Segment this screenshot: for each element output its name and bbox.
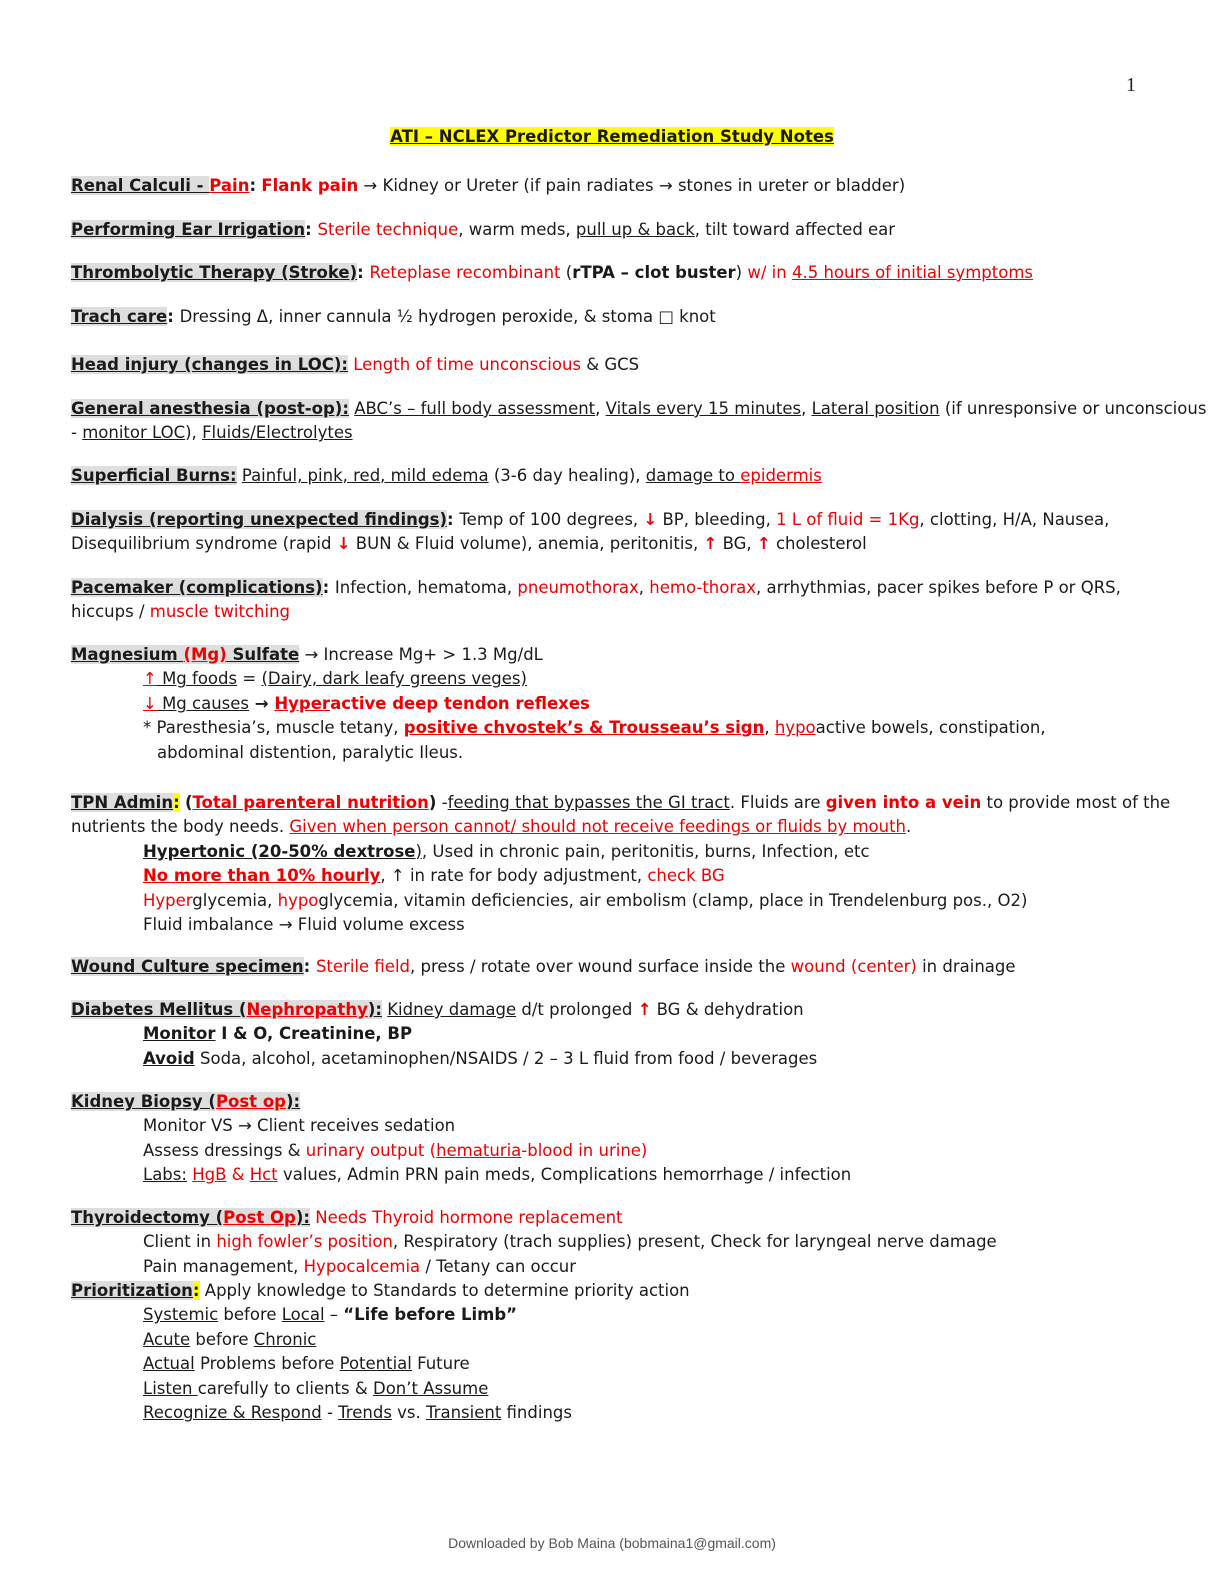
note-pacemaker: Pacemaker (complications): Infection, hematoma, pneumothorax, hemo-thorax, arrhythmias, pacer spikes before P or QRS, hiccups / muscle twitching (71, 578, 1121, 622)
note-wound-culture: Wound Culture specimen: Sterile field, press / rotate over wound surface inside the wound (center) in drainage (71, 957, 1016, 976)
page-number: 1 (1126, 74, 1136, 96)
note-renal-calculi: Renal Calculi - Pain: Flank pain → Kidney or Ureter (if pain radiates → stones in ureter or bladder) (71, 176, 906, 195)
note-superficial-burns: Superficial Burns: Painful, pink, red, mild edema (3-6 day healing), damage to epidermis (71, 466, 822, 485)
note-dialysis: Dialysis (reporting unexpected findings): Temp of 100 degrees, ↓ BP, bleeding, 1 L of fluid = 1Kg, clotting, H/A, Nausea, Disequilibrium syndrome (rapid ↓ BUN & Fluid volume), anemia, peritonitis, ↑ BG, ↑ cholesterol (71, 510, 1110, 554)
note-tpn-admin: TPN Admin: (Total parenteral nutrition) -feeding that bypasses the GI tract. Fluids are given into a vein to provide most of the nutrients the body needs. Given when person cannot/ should not receive feedings or fluids by mouth. Hypertonic (20-50% dextrose), Used in chronic pain, peritonitis, burns, Infection, etc No more than 10% hourly, ↑ in rate for body adjustment, check BG Hyperglycemia, hypoglycemia, vitamin deficiencies, air embolism (clamp, place in Trendelenburg pos., O2) Fluid imbalance → Fluid volume excess (71, 793, 1171, 935)
note-thyroidectomy: Thyroidectomy (Post Op): Needs Thyroid hormone replacement Client in high fowler’s position, Respiratory (trach supplies) present, Check for laryngeal nerve damage Pain management, Hypocalcemia / Tetany can occur (71, 1208, 997, 1276)
note-head-injury: Head injury (changes in LOC): Length of time unconscious & GCS (71, 355, 640, 374)
document-title: ATI – NCLEX Predictor Remediation Study Notes (390, 127, 834, 146)
note-magnesium-sulfate: Magnesium (Mg) Sulfate → Increase Mg+ > 1.3 Mg/dL ↑ Mg foods = (Dairy, dark leafy greens veges) ↓ Mg causes → Hyperactive deep tendon reflexes * Paresthesia’s, muscle tetany, positive chvostek’s & Trousseau’s sign, hypoactive bowels, constipation, abdominal distention, paralytic Ileus. (71, 645, 1046, 762)
note-general-anesthesia: General anesthesia (post-op): ABC’s – full body assessment, Vitals every 15 minutes, Lateral position (if unresponsive or unconscious - monitor LOC), Fluids/Electrolytes (71, 399, 1207, 443)
note-prioritization: Prioritization: Apply knowledge to Standards to determine priority action Systemic before Local – “Life before Limb” Acute before Chronic Actual Problems before Potential Future Listen carefully to clients & Don’t Assume Recognize & Respond - Trends vs. Transient findings (71, 1281, 690, 1423)
note-ear-irrigation: Performing Ear Irrigation: Sterile technique, warm meds, pull up & back, tilt toward affected ear (71, 220, 896, 239)
note-thrombolytic: Thrombolytic Therapy (Stroke): Reteplase recombinant (rTPA – clot buster) w/ in 4.5 hours of initial symptoms (71, 263, 1033, 282)
note-trach-care: Trach care: Dressing Δ, inner cannula ½ hydrogen peroxide, & stoma □ knot (71, 307, 716, 326)
download-footer: Downloaded by Bob Maina (bobmaina1@gmail.com) (448, 1535, 776, 1551)
note-kidney-biopsy: Kidney Biopsy (Post op): Monitor VS → Client receives sedation Assess dressings & urinary output (hematuria-blood in urine) Labs: HgB & Hct values, Admin PRN pain meds, Complications hemorrhage / infection (71, 1092, 852, 1185)
note-diabetes-mellitus: Diabetes Mellitus (Nephropathy): Kidney damage d/t prolonged ↑ BG & dehydration Monitor I & O, Creatinine, BP Avoid Soda, alcohol, acetaminophen/NSAIDS / 2 – 3 L fluid from food / beverages (71, 1000, 818, 1068)
